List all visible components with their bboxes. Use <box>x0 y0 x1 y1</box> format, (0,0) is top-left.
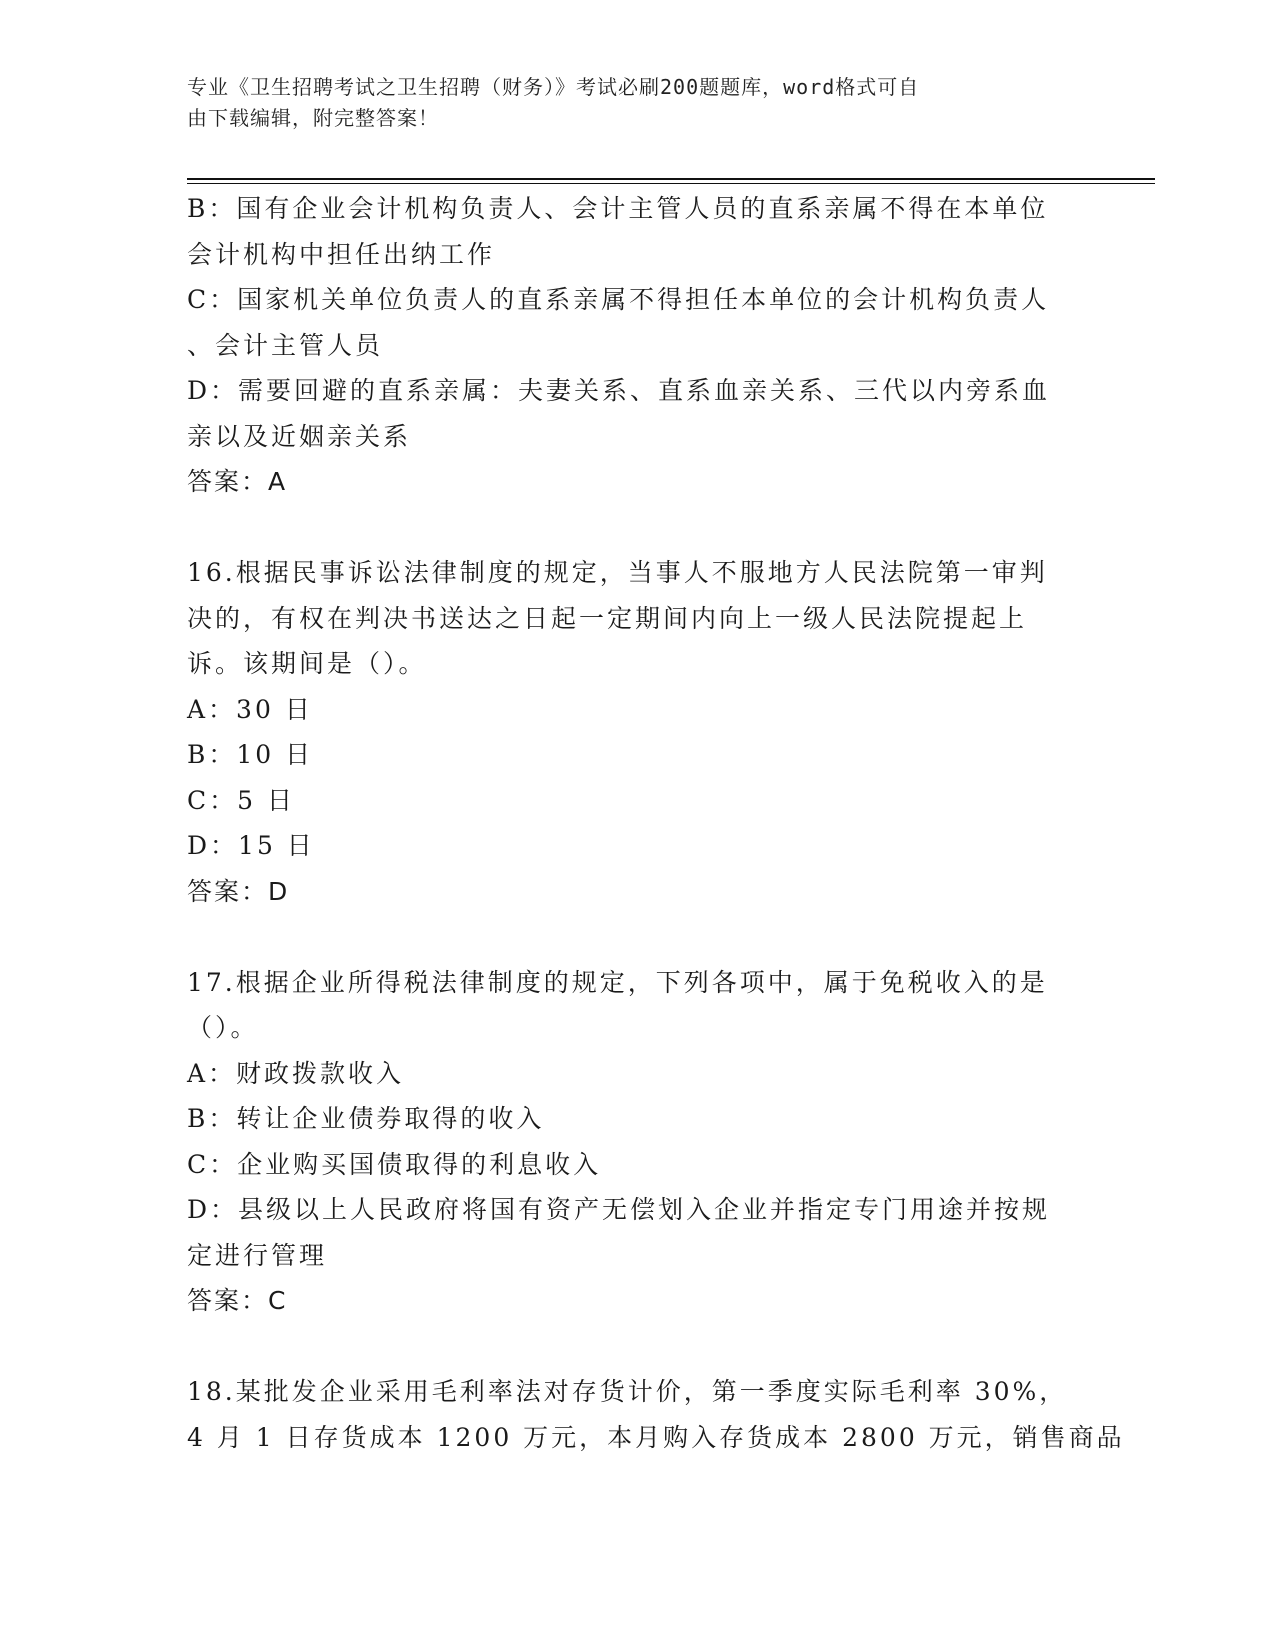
q15-option-c-line-1: C：国家机关单位负责人的直系亲属不得担任本单位的会计机构负责人 <box>187 285 1050 314</box>
header-rule-thick <box>187 178 1155 180</box>
header-line-1: 专业《卫生招聘考试之卫生招聘（财务）》考试必刷200题题库，word格式可自 <box>187 75 920 99</box>
q15-option-d-line-2: 亲以及近姻亲关系 <box>187 421 412 451</box>
q16-stem-line-3: 诉。该期间是（）。 <box>187 649 427 678</box>
header-line-2: 由下载编辑，附完整答案！ <box>187 106 439 130</box>
q17-option-b: B：转让企业债券取得的收入 <box>187 1104 545 1133</box>
spacer <box>187 914 1087 960</box>
q16-stem-line-1: 16.根据民事诉讼法律制度的规定，当事人不服地方人民法院第一审判 <box>187 558 1048 587</box>
q17-answer: 答案：C <box>187 1286 288 1315</box>
header-rule-thin <box>187 183 1155 184</box>
q17-option-c: C：企业购买国债取得的利息收入 <box>187 1149 602 1179</box>
q16-option-c: C：5 日 <box>187 785 295 815</box>
q16-answer: 答案：D <box>187 876 290 906</box>
q15-option-b-line-1: B：国有企业会计机构负责人、会计主管人员的直系亲属不得在本单位 <box>187 194 1049 223</box>
q17-stem-line-2: （）。 <box>187 1013 259 1042</box>
q16-option-b: B：10 日 <box>187 740 314 769</box>
q15-answer: 答案：A <box>187 467 288 496</box>
q17-option-d-line-2: 定进行管理 <box>187 1240 328 1270</box>
q17-option-a: A：财政拨款收入 <box>187 1058 405 1088</box>
q17-stem-line-1: 17.根据企业所得税法律制度的规定，下列各项中，属于免税收入的是 <box>187 967 1048 997</box>
q15-option-d-line-1: D：需要回避的直系亲属：夫妻关系、直系血亲关系、三代以内旁系血 <box>187 376 1051 405</box>
q15-option-c-line-2: 、会计主管人员 <box>187 330 384 360</box>
q17-option-d-line-1: D：县级以上人民政府将国有资产无偿划入企业并指定专门用途并按规 <box>187 1195 1051 1224</box>
document-header <box>187 72 1067 134</box>
q16-stem-line-2: 决的，有权在判决书送达之日起一定期间内向上一级人民法院提起上 <box>187 603 1028 633</box>
spacer <box>187 1324 1087 1370</box>
question-content <box>187 186 1125 1460</box>
spacer <box>187 505 1087 551</box>
q16-option-d: D：15 日 <box>187 831 315 860</box>
q15-option-b-line-2: 会计机构中担任出纳工作 <box>187 239 496 269</box>
q18-stem-line-1: 18.某批发企业采用毛利率法对存货计价，第一季度实际毛利率 30%， <box>187 1377 1068 1406</box>
q18-stem-line-2: 4 月 1 日存货成本 1200 万元，本月购入存货成本 2800 万元，销售商品 <box>187 1422 1125 1452</box>
q16-option-a: A：30 日 <box>187 694 313 724</box>
